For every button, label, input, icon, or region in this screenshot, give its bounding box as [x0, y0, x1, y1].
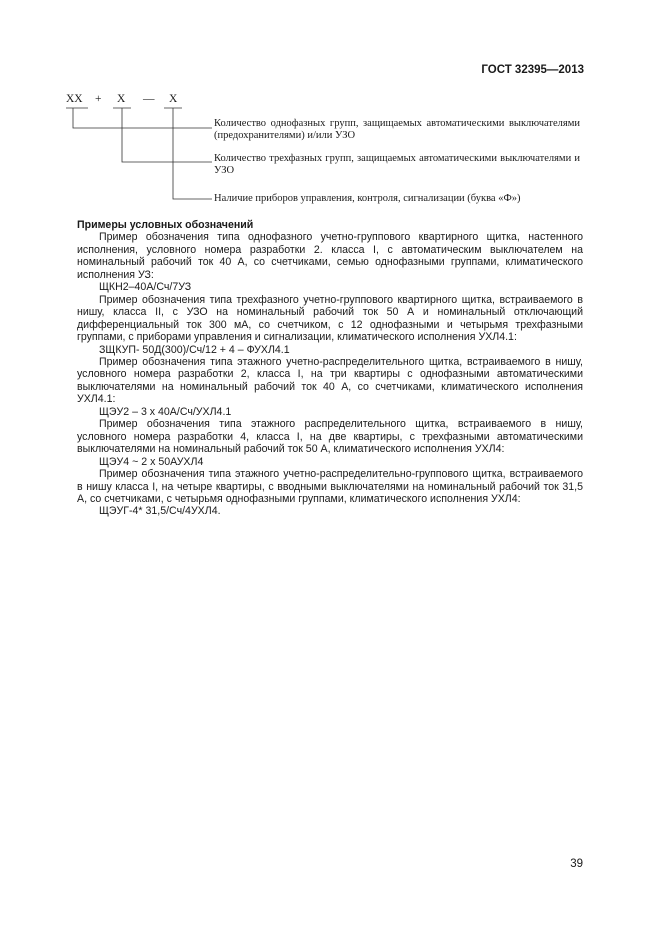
- example-text: Пример обозначения типа однофазного учетно-группового квартирного щитка, настенного исполнения, условного номера разработки 2. класса I, с автоматическим выключателем на номинальный рабочий ток 40 А, со счетчиками, семью однофазными группами, климатического исполнения УЗ:: [77, 231, 584, 281]
- example-text: Пример обозначения типа этажного распределительного щитка, встраиваемого в нишу, условного номера разработки 4, класса I, на две квартиры, с трехфазными автоматическими выключателями на номинальный рабочий ток 50 А, климатического исполнения УХЛ4:: [77, 418, 583, 456]
- code-part-three-phase: Х: [117, 93, 126, 105]
- example-text: Пример обозначения типа трехфазного учетно-группового квартирного щитка, встраиваемого в нишу, класса II, с УЗО на номинальный рабочий ток 50 А и номинальный отключающий дифференциальный ток 300 мА, со счетчиком, с 12 однофазными и четырьмя трехфазными группами, с приборами управления и сигнализации, климатического исполнения УХЛ4.1:: [77, 293, 583, 344]
- example-code: ЩЭУ4 ~ 2 х 50АУХЛ4: [99, 455, 204, 468]
- description-three-phase: Количество трехфазных групп, защищаемых автоматическими выключателями и УЗО: [214, 153, 580, 176]
- designation-structure-diagram: [0, 0, 661, 220]
- example-code: ЩЭУГ-4* 31,5/Сч/4УХЛ4.: [99, 505, 221, 518]
- example-code: ЗЩКУП- 50Д(300)/Сч/12 + 4 – ФУХЛ4.1: [99, 343, 290, 356]
- code-part-single-phase: ХХ: [66, 93, 83, 105]
- page-number: 39: [570, 858, 583, 870]
- example-code: ЩЭУ2 – 3 х 40А/Сч/УХЛ4.1: [99, 405, 232, 418]
- description-single-phase: Количество однофазных групп, защищаемых автоматическими выключателями (предохранителями) и/или УЗО: [214, 118, 580, 141]
- code-plus-sign: +: [95, 93, 102, 105]
- description-instruments: Наличие приборов управления, контроля, сигнализации (буква «Ф»): [214, 193, 521, 204]
- examples-heading: Примеры условных обозначений: [77, 219, 254, 231]
- diagram-leader-lines: [0, 0, 661, 220]
- example-text: Пример обозначения типа этажного учетно-распределительно-группового щитка, встраиваемого в нишу класса I, на четыре квартиры, с вводными выключателями на номинальный рабочий ток 31,5 А, со счетчиками, с четырьмя однофазными группами, климатического исполнения УХЛ4:: [77, 468, 583, 505]
- example-text: Пример обозначения типа этажного учетно-распределительного щитка, встраиваемого в нишу, условного номера разработки 2, класса I, на три квартиры с однофазными автоматическими выключателями на номинальный рабочий ток 40 А, со счетчиками, климатического исполнения УХЛ4.1:: [77, 355, 583, 406]
- document-header: ГОСТ 32395—2013: [481, 64, 584, 76]
- example-code: ЩКН2–40А/Сч/7УЗ: [99, 281, 192, 294]
- examples-section: [77, 219, 583, 518]
- code-part-instruments: Х: [169, 93, 178, 105]
- code-dash-sign: —: [143, 93, 155, 105]
